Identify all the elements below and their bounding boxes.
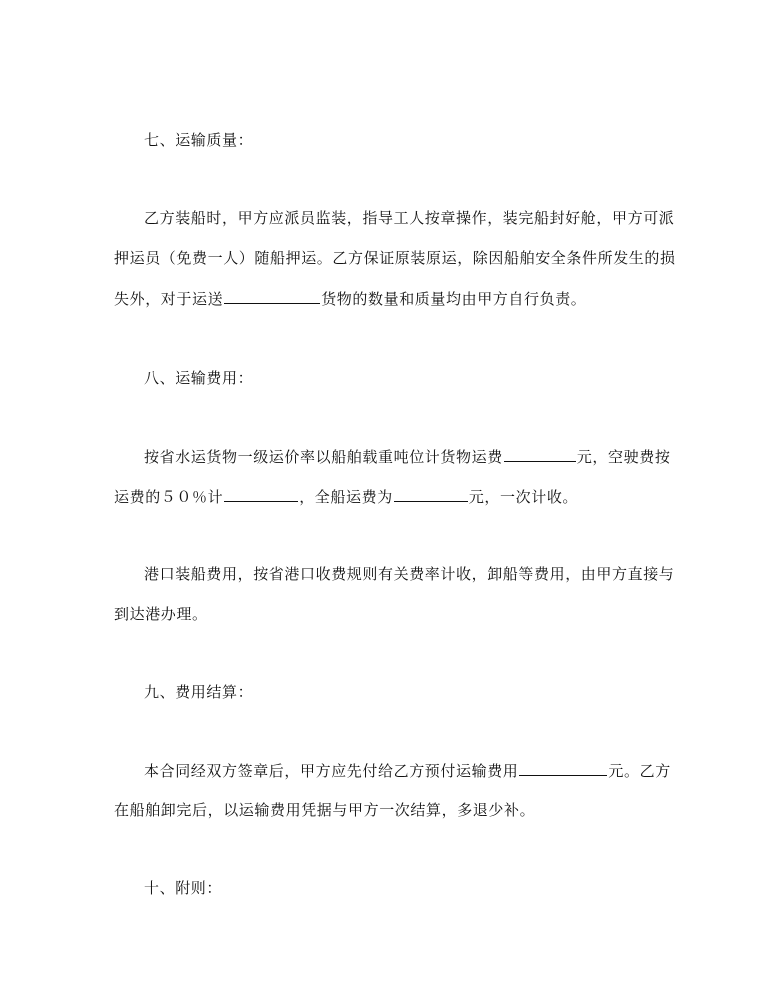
section-heading-text: 九、费用结算： — [144, 683, 254, 701]
cargo-name-blank[interactable] — [224, 288, 320, 304]
line-text: 乙方装船时，甲方应派员监装，指导工人按章操作，装完船封好舱，甲方可派 — [144, 209, 675, 227]
section-heading — [144, 682, 253, 702]
section-heading-text: 八、运输费用： — [144, 369, 254, 387]
paragraph-line — [144, 760, 671, 781]
line-text: ，全船运费为 — [299, 488, 393, 506]
line-text: 元，一次计收。 — [468, 488, 579, 506]
freight-fee-blank[interactable] — [504, 446, 576, 462]
paragraph-line — [144, 446, 670, 467]
paragraph-line — [114, 248, 676, 268]
paragraph-line — [114, 486, 578, 507]
line-text: 货物的数量和质量均由甲方自行负责。 — [321, 290, 587, 308]
section-heading — [144, 130, 253, 150]
paragraph-line — [114, 800, 535, 820]
line-text: 元。乙方 — [608, 762, 671, 780]
line-text: 在船舶卸完后，以运输费用凭据与甲方一次结算，多退少补。 — [114, 801, 536, 819]
line-text: 按省水运货物一级运价率以船舶载重吨位计货物运费 — [144, 448, 503, 466]
line-text: 押运员（免费一人）随船押运。乙方保证原装原运，除因船舶安全条件所发生的损 — [114, 249, 676, 267]
paragraph-line — [144, 208, 674, 228]
paragraph-line — [144, 564, 674, 584]
section-heading-text: 七、运输质量： — [144, 131, 254, 149]
line-text: 运费的５０％计 — [114, 488, 224, 506]
empty-run-fee-blank[interactable] — [224, 486, 298, 502]
paragraph-line — [114, 288, 586, 309]
paragraph-line — [114, 604, 208, 624]
line-text: 到达港办理。 — [114, 605, 208, 623]
line-text: 港口装船费用，按省港口收费规则有关费率计收，卸船等费用，由甲方直接与 — [144, 565, 675, 583]
line-text: 本合同经双方签章后，甲方应先付给乙方预付运输费用 — [144, 762, 519, 780]
total-fee-blank[interactable] — [394, 486, 468, 502]
line-text: 元，空驶费按 — [576, 448, 671, 466]
section-heading — [144, 368, 253, 388]
section-heading — [144, 878, 222, 898]
section-heading-text: 十、附则： — [144, 879, 223, 897]
line-text: 失外，对于运送 — [114, 290, 224, 308]
prepayment-blank[interactable] — [519, 760, 607, 776]
